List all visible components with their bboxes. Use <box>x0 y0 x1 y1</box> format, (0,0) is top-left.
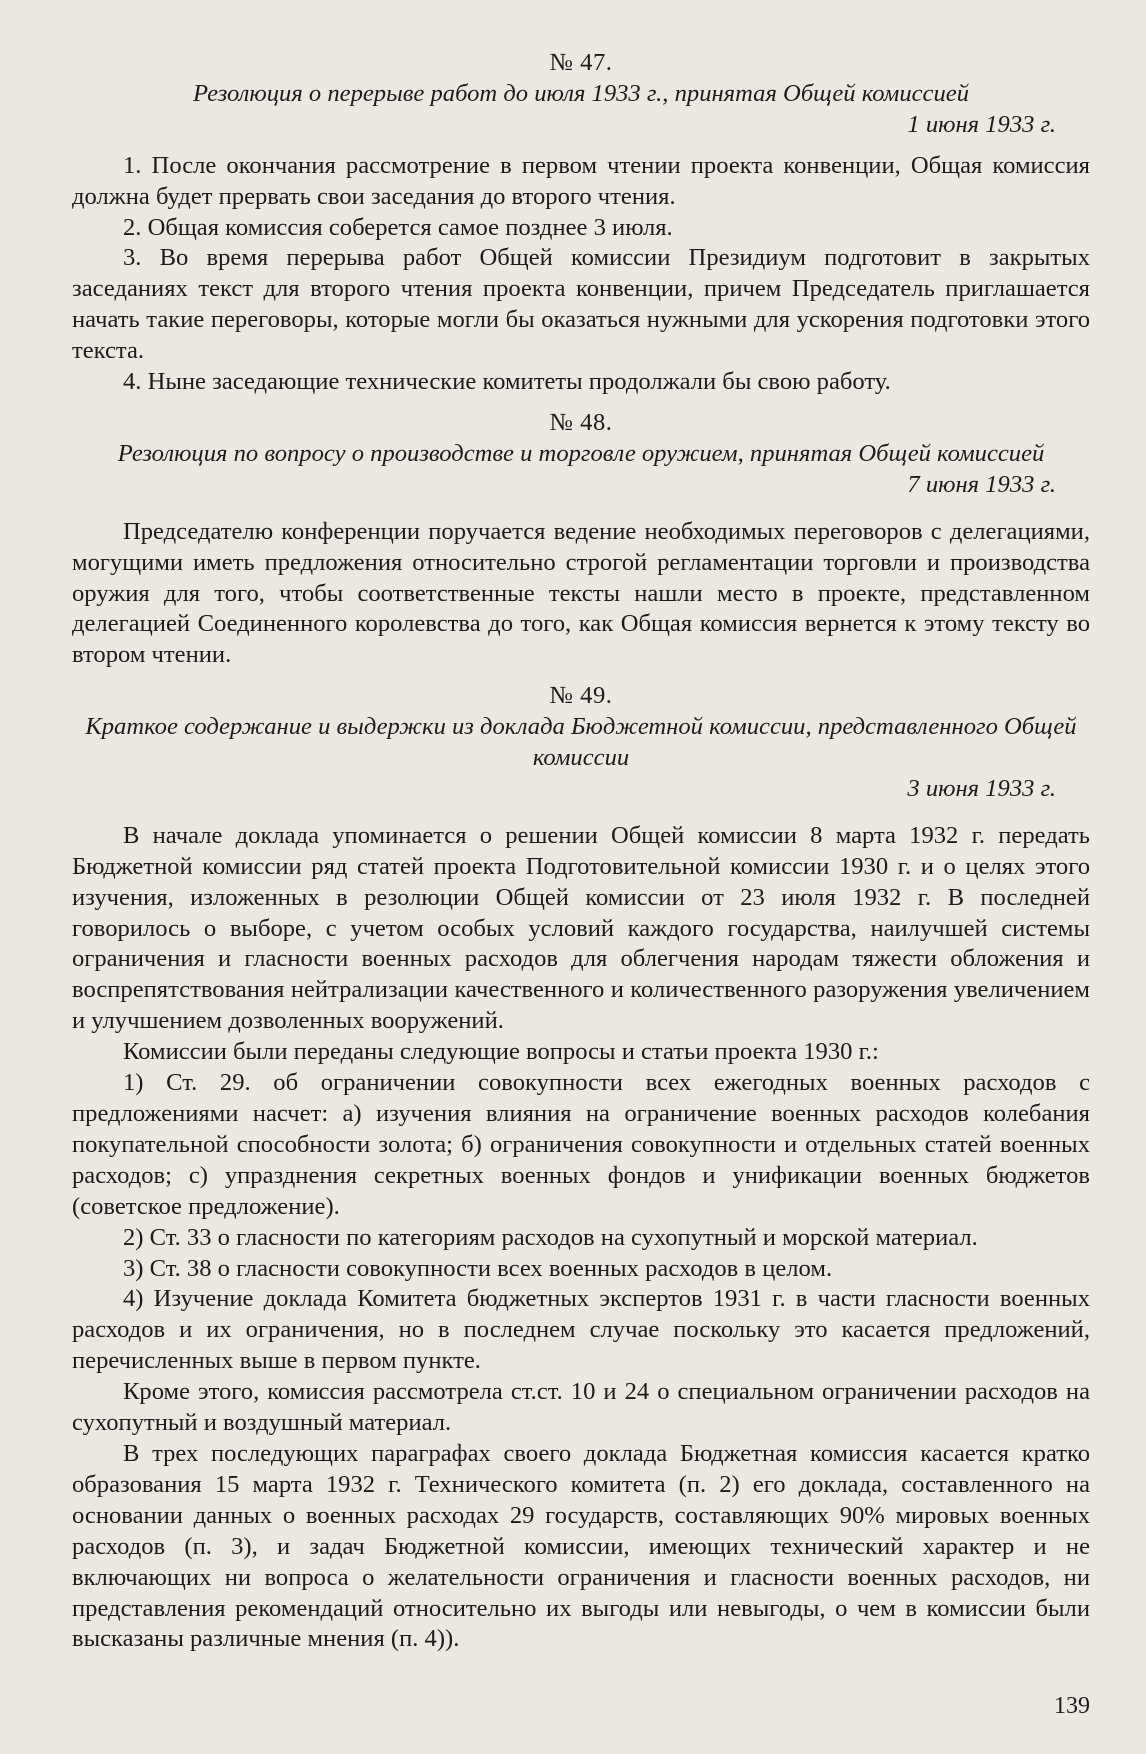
page-number: 139 <box>1054 1693 1090 1720</box>
paragraph: 2. Общая комиссия соберется самое позднее 3 июля. <box>123 213 673 241</box>
section-49 <box>72 681 1090 1655</box>
paragraph: 1) Ст. 29. об ограничении совокупности всех ежегодных военных расходов с предложениями насчет: a) изучения влияния на ограничение военных расходов колебания покупательной способности золота; б) ограничения совокупности и отдельных статей военных расходов; c) упразднения секретных военных фондов и унификации военных бюджетов (советское предложение). <box>72 1069 1090 1220</box>
report-title: Краткое содержание и выдержки из доклада Бюджетной комиссии, представленного Общей комиссии <box>85 713 1077 772</box>
paragraph: 4) Изучение доклада Комитета бюджетных экспертов 1931 г. в части гласности военных расходов и их ограничения, но в последнем случае поскольку это касается предложений, перечисленных выше в первом пункте. <box>72 1285 1090 1375</box>
document-number: № 47. <box>549 49 613 76</box>
resolution-date: 1 июня 1933 г. <box>907 110 1056 138</box>
section-47 <box>72 48 1090 398</box>
resolution-date: 7 июня 1933 г. <box>907 470 1056 498</box>
report-date: 3 июня 1933 г. <box>907 774 1056 802</box>
paragraph: 4. Ныне заседающие технические комитеты продолжали бы свою работу. <box>123 368 891 396</box>
resolution-title: Резолюция о перерыве работ до июля 1933 г., принятая Общей комиссией <box>193 79 969 107</box>
paragraph: В начале доклада упоминается о решении Общей комиссии 8 марта 1932 г. передать Бюджетной комиссии ряд статей проекта Подготовительной комиссии 1930 г. и о целях этого изучения, изложенных в резолюции Общей комиссии от 23 июля 1932 г. В последней говорилось о выборе, с учетом особых условий каждого государства, наилучшей системы ограничения и гласности военных расходов для облегчения народам тяжести обложения и воспрепятствования нейтрализации качественного и количественного разоружения увеличением и улучшением дозволенных вооружений. <box>72 821 1090 1035</box>
document-number: № 48. <box>549 408 613 436</box>
paragraph: Кроме этого, комиссия рассмотрела ст.ст. 10 и 24 о специальном ограничении расходов на сухопутный и воздушный материал. <box>72 1378 1090 1437</box>
paragraph: 1. После окончания рассмотрение в первом чтении проекта конвенции, Общая комиссия должна будет прервать свои заседания до второго чтения. <box>72 151 1090 210</box>
resolution-title: Резолюция по вопросу о производстве и торговле оружием, принятая Общей комиссией <box>117 439 1045 467</box>
section-48 <box>72 408 1090 671</box>
paragraph: 3) Ст. 38 о гласности совокупности всех военных расходов в целом. <box>123 1254 833 1282</box>
paragraph: В трех последующих параграфах своего доклада Бюджетная комиссия касается кратко образования 15 марта 1932 г. Технического комитета (п. 2) его доклада, составленного на основании данных о военных расходах 29 государств, составляющих 90% мировых военных расходов (п. 3), и задач Бюджетной комиссии, имеющих технический характер и не включающих ни вопроса о желательности ограничения и гласности военных расходов, ни представления рекомендаций относительно их выгоды или невыгоды, о чем в комиссии были высказаны различные мнения (п. 4)). <box>72 1439 1090 1653</box>
document-number: № 49. <box>549 682 613 710</box>
paragraph: 3. Во время перерыва работ Общей комиссии Президиум подготовит в закрытых заседаниях текст для второго чтения проекта конвенции, причем Председатель приглашается начать такие переговоры, которые могли бы оказаться нужными для ускорения подготовки этого текста. <box>72 244 1090 365</box>
paragraph: Комиссии были переданы следующие вопросы и статьи проекта 1930 г.: <box>123 1038 879 1066</box>
paragraph: Председателю конференции поручается ведение необходимых переговоров с делегациями, могущими иметь предложения относительно строгой регламентации торговли и производства оружия для того, чтобы соответственные тексты нашли место в проекте, представленном делегацией Соединенного королевства до того, как Общая комиссия вернется к этому тексту во втором чтении. <box>72 517 1090 669</box>
paragraph: 2) Ст. 33 о гласности по категориям расходов на сухопутный и морской материал. <box>123 1223 978 1251</box>
